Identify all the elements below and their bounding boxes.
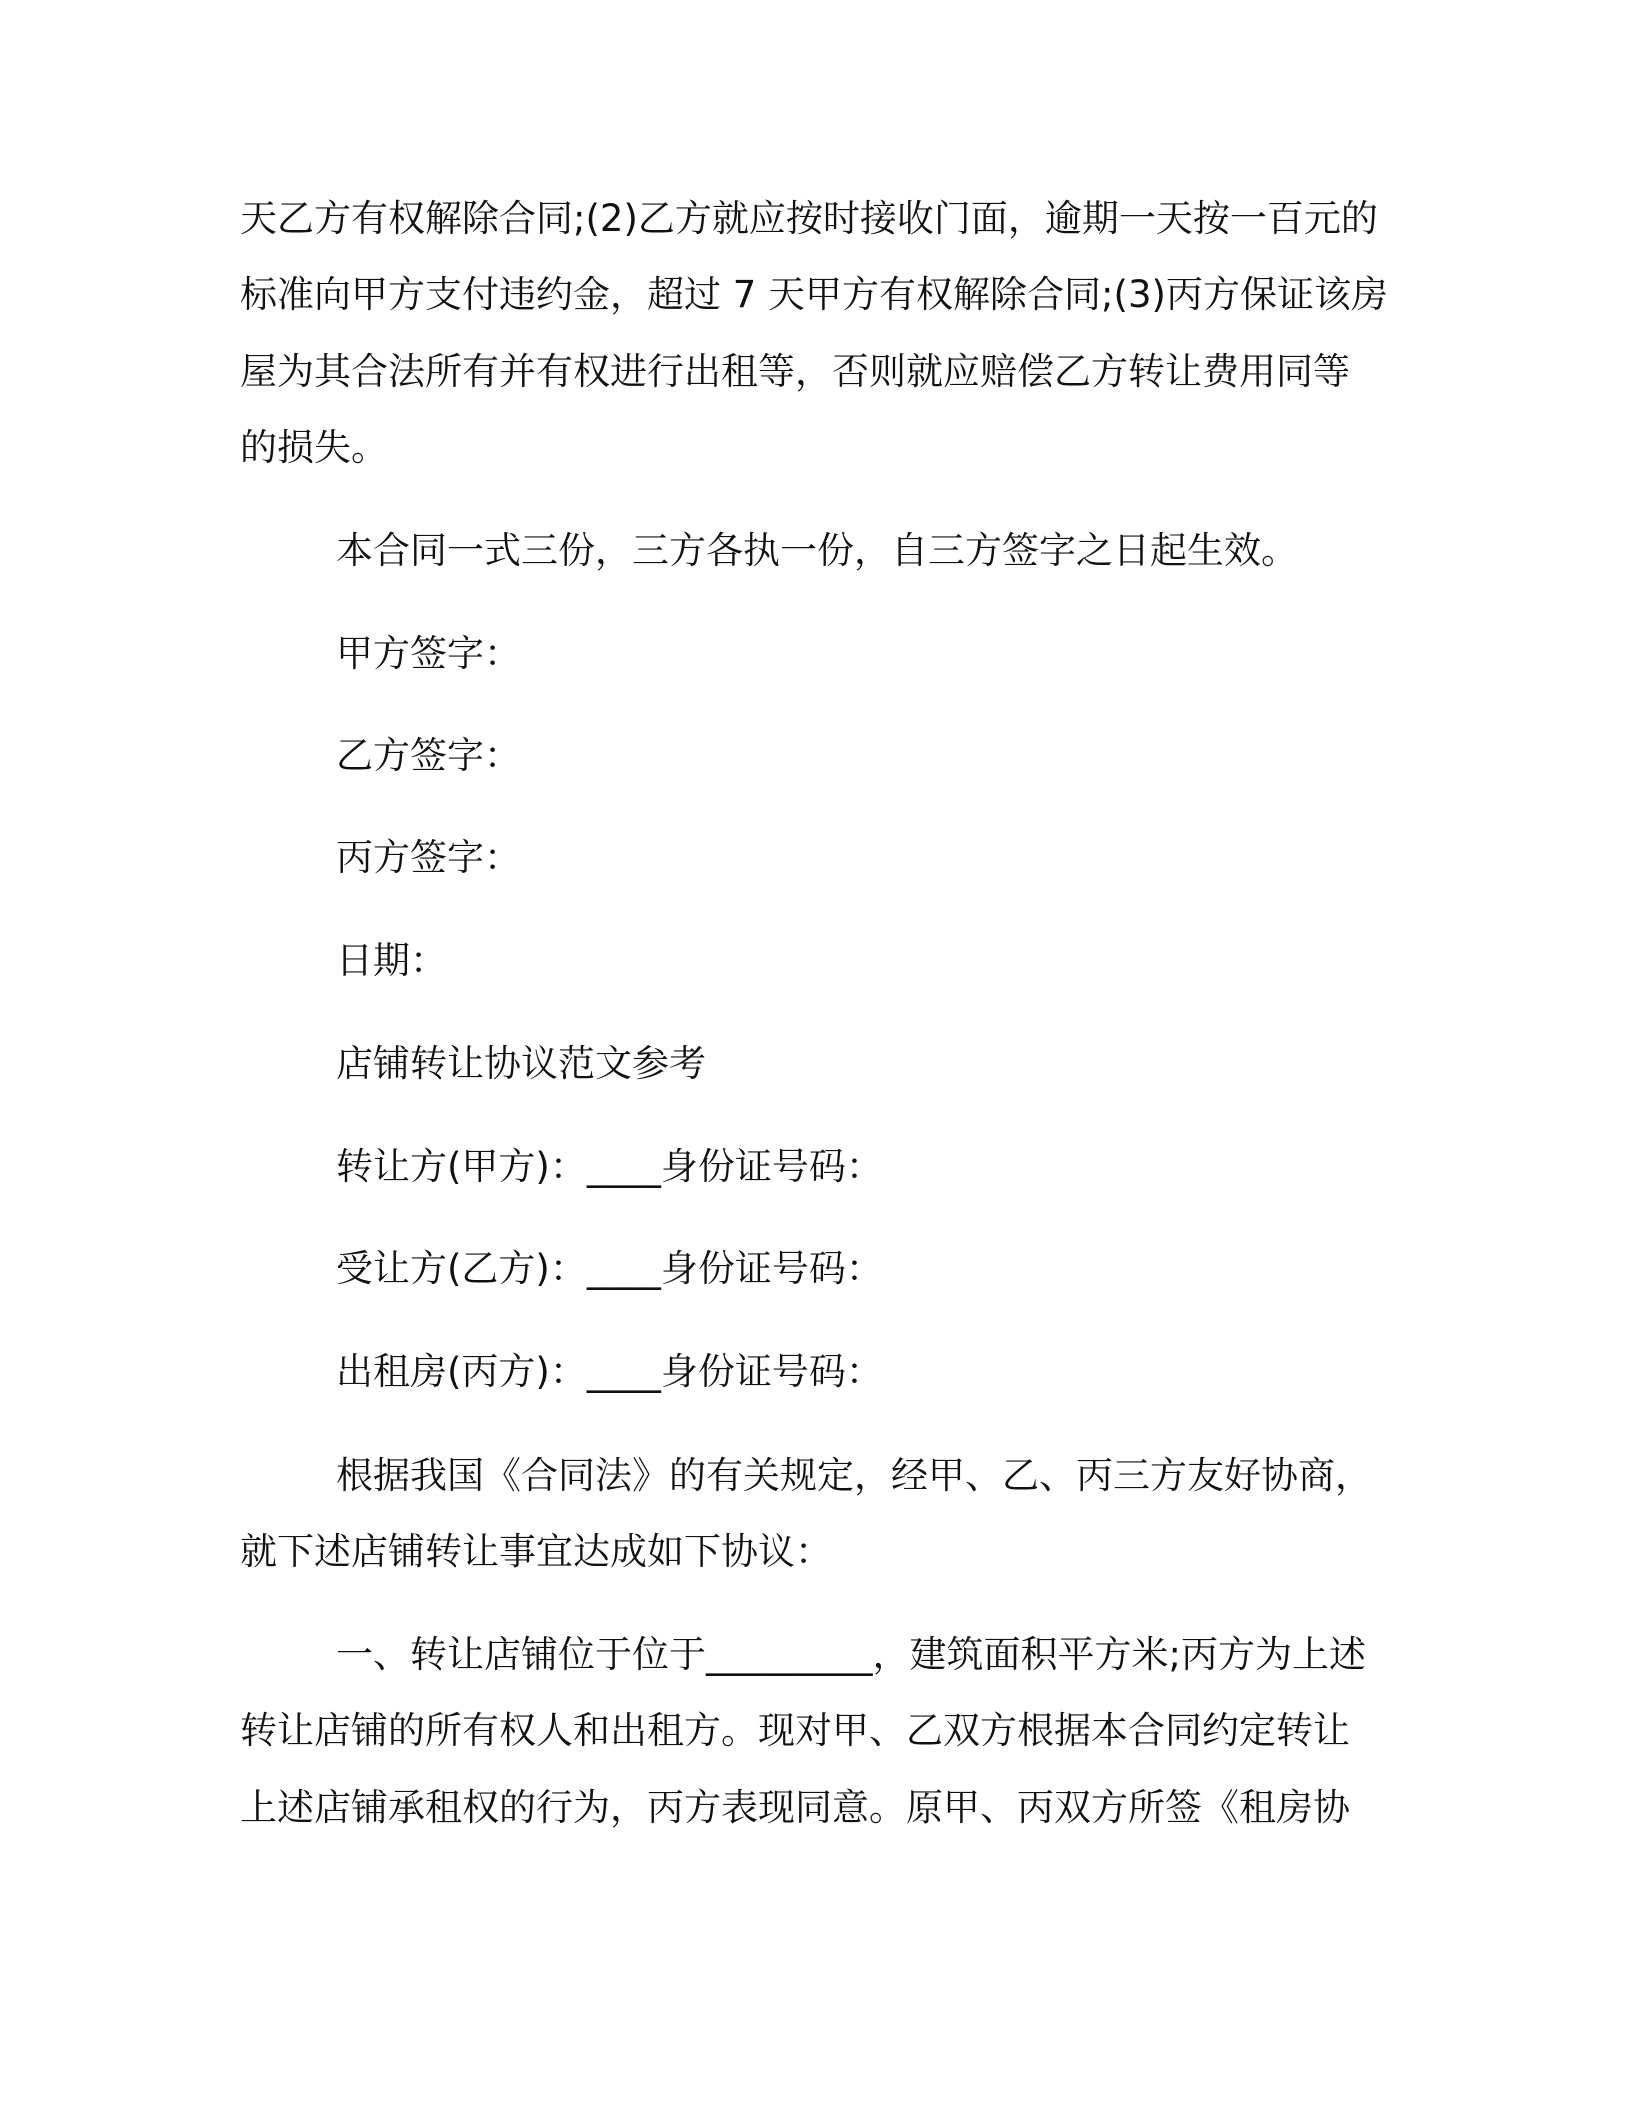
- date-label: 日期：: [336, 939, 447, 982]
- transferee-line: 受让方(乙方)：____身份证号码：: [336, 1247, 883, 1290]
- clause-one-line-1: 一、转让店铺位于位于_________，建筑面积平方米;丙方为上述: [336, 1633, 1366, 1676]
- party-a-signature-label: 甲方签字：: [336, 632, 521, 675]
- clause-one-line-2: 转让店铺的所有权人和出租方。现对甲、乙双方根据本合同约定转让: [240, 1709, 1350, 1752]
- paragraph-line-1: 天乙方有权解除合同;(2)乙方就应按时接收门面，逾期一天按一百元的: [240, 197, 1378, 240]
- transferor-line: 转让方(甲方)：____身份证号码：: [336, 1145, 883, 1188]
- party-c-signature-label: 丙方签字：: [336, 836, 521, 879]
- paragraph-line-2: 标准向甲方支付违约金，超过 7 天甲方有权解除合同;(3)丙方保证该房: [240, 273, 1388, 316]
- effective-clause: 本合同一式三份，三方各执一份，自三方签字之日起生效。: [336, 529, 1298, 572]
- preamble-line-1: 根据我国《合同法》的有关规定，经甲、乙、丙三方友好协商，: [336, 1454, 1372, 1497]
- section-title: 店铺转让协议范文参考: [336, 1042, 706, 1085]
- paragraph-line-4: 的损失。: [240, 426, 388, 469]
- paragraph-line-3: 屋为其合法所有并有权进行出租等，否则就应赔偿乙方转让费用同等: [240, 350, 1350, 393]
- lessor-line: 出租房(丙方)：____身份证号码：: [336, 1350, 883, 1393]
- party-b-signature-label: 乙方签字：: [336, 734, 521, 777]
- preamble-line-2: 就下述店铺转让事宜达成如下协议：: [240, 1530, 832, 1573]
- clause-one-line-3: 上述店铺承租权的行为，丙方表现同意。原甲、丙双方所签《租房协: [240, 1786, 1350, 1829]
